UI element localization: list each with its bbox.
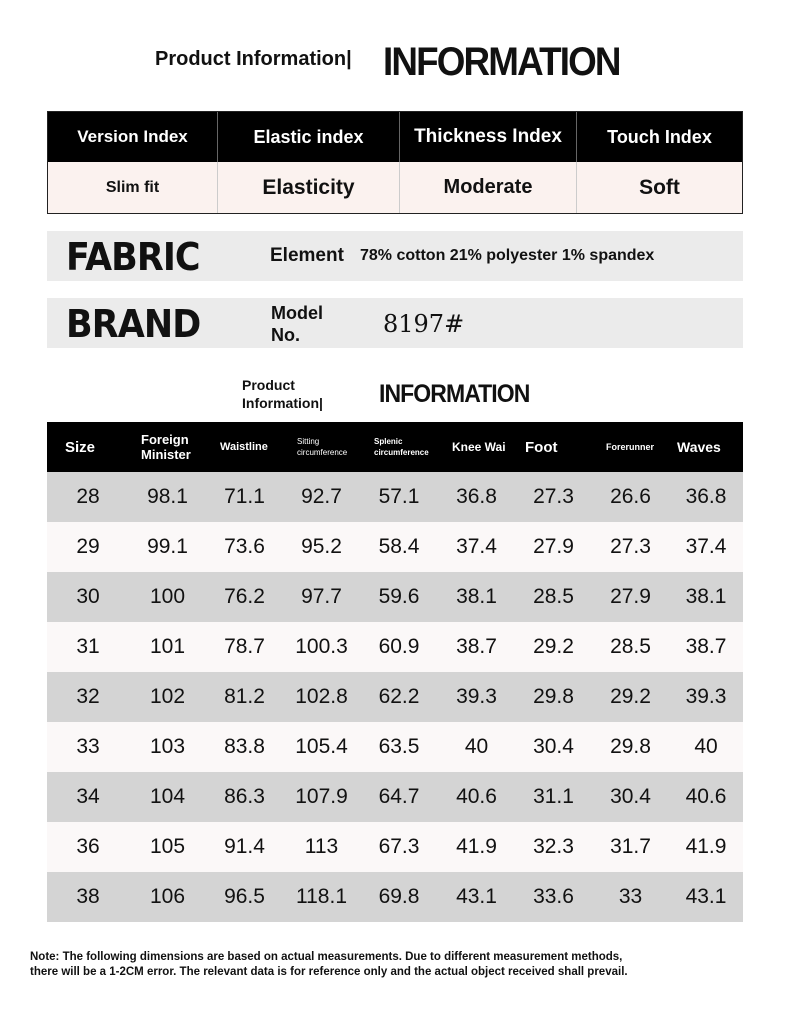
cell-forerunner: 31.7 <box>610 835 651 858</box>
index-table-values <box>48 162 742 213</box>
footnote-line2: there will be a 1-2CM error. The relevant data is for reference only and the actual object received shall prevail. <box>30 966 628 978</box>
cell-foreign-minister: 105 <box>149 835 186 858</box>
cell-foot: 32.3 <box>533 835 574 858</box>
header-version-index: Version Index <box>48 112 218 162</box>
cell-waves: 41.9 <box>685 835 727 858</box>
title-small: Product Information| <box>155 48 352 70</box>
cell-splenic: 58.4 <box>378 535 420 558</box>
cell-size: 36 <box>76 835 100 858</box>
cell-forerunner: 30.4 <box>610 785 651 808</box>
size-table-header <box>47 422 743 472</box>
cell-waistline: 73.6 <box>224 535 265 558</box>
fabric-word: FABRIC <box>66 235 200 279</box>
cell-waves: 38.1 <box>685 585 727 608</box>
cell-sitting: 105.4 <box>295 735 348 758</box>
cell-splenic: 67.3 <box>378 835 420 858</box>
cell-splenic: 69.8 <box>378 885 420 908</box>
cell-forerunner: 26.6 <box>610 485 651 508</box>
fabric-value: 78% cotton 21% polyester 1% spandex <box>360 247 655 264</box>
cell-waistline: 81.2 <box>224 685 265 708</box>
cell-waves: 40 <box>694 735 718 758</box>
header-foreign-minister <box>129 422 206 472</box>
header-foot: Foot <box>525 438 558 456</box>
cell-waistline: 76.2 <box>224 585 265 608</box>
cell-foreign-minister: 100 <box>149 585 186 608</box>
cell-sitting: 100.3 <box>295 635 348 658</box>
cell-waves: 37.4 <box>685 535 727 558</box>
cell-waistline: 91.4 <box>224 835 265 858</box>
cell-splenic: 62.2 <box>378 685 420 708</box>
cell-splenic: 59.6 <box>378 585 420 608</box>
cell-size: 33 <box>76 735 100 758</box>
cell-foot: 28.5 <box>533 585 574 608</box>
cell-foreign-minister: 106 <box>149 885 186 908</box>
cell-foot: 27.3 <box>533 485 574 508</box>
header-waves: Waves <box>677 438 721 455</box>
table-row <box>47 472 743 522</box>
value-elastic-index: Elasticity <box>218 162 400 213</box>
cell-splenic: 63.5 <box>378 735 420 758</box>
cell-waves: 40.6 <box>685 785 727 808</box>
cell-size: 34 <box>76 785 100 808</box>
cell-sitting: 102.8 <box>295 685 348 708</box>
brand-band <box>47 298 743 348</box>
cell-waves: 38.7 <box>685 635 727 658</box>
fabric-label: Element <box>270 245 344 266</box>
model-value: 8197# <box>383 310 465 338</box>
cell-foreign-minister: 101 <box>149 635 186 658</box>
cell-foreign-minister: 104 <box>149 785 186 808</box>
cell-foot: 29.2 <box>533 635 574 658</box>
cell-forerunner: 33 <box>618 885 643 908</box>
table-row <box>47 722 743 772</box>
header-sitting-line2: circumference <box>297 448 348 457</box>
table-row <box>47 822 743 872</box>
cell-sitting: 118.1 <box>296 885 347 908</box>
header-knee: Knee Wai <box>452 439 506 454</box>
header-splenic-line1: Splenic <box>374 437 403 446</box>
cell-splenic: 64.7 <box>378 785 420 808</box>
cell-splenic: 60.9 <box>378 635 420 658</box>
cell-knee: 39.3 <box>456 685 497 708</box>
cell-foot: 27.9 <box>533 535 574 558</box>
cell-knee: 43.1 <box>456 885 497 908</box>
cell-splenic: 57.1 <box>378 485 420 508</box>
cell-size: 29 <box>76 535 100 558</box>
cell-size: 32 <box>76 685 100 708</box>
table-row <box>47 572 743 622</box>
header-sitting-circumference <box>283 422 360 472</box>
cell-foreign-minister: 99.1 <box>147 535 188 558</box>
cell-sitting: 95.2 <box>301 535 342 558</box>
brand-word: BRAND <box>66 302 201 346</box>
cell-forerunner: 29.8 <box>610 735 651 758</box>
cell-knee: 37.4 <box>456 535 497 558</box>
cell-forerunner: 27.3 <box>610 535 651 558</box>
cell-knee: 38.7 <box>456 635 497 658</box>
cell-sitting: 97.7 <box>301 585 342 608</box>
cell-waistline: 71.1 <box>224 485 265 508</box>
section-title-small <box>242 376 323 412</box>
footnote <box>30 950 770 980</box>
cell-forerunner: 29.2 <box>610 685 651 708</box>
value-touch-index: Soft <box>639 175 680 199</box>
model-label-line1: Model <box>271 303 323 323</box>
model-label <box>271 302 323 346</box>
cell-waistline: 83.8 <box>224 735 265 758</box>
cell-size: 30 <box>76 585 100 608</box>
header-splenic-circumference <box>360 422 438 472</box>
header-sitting-line1: Sitting <box>297 437 320 446</box>
value-version-index: Slim fit <box>48 162 218 213</box>
header-splenic-line2: circumference <box>374 448 429 457</box>
cell-foot: 33.6 <box>533 885 574 908</box>
page-title <box>0 40 790 90</box>
cell-foreign-minister: 98.1 <box>147 485 188 508</box>
cell-foot: 29.8 <box>533 685 574 708</box>
cell-foot: 30.4 <box>533 735 574 758</box>
cell-knee: 40.6 <box>456 785 497 808</box>
table-row <box>47 772 743 822</box>
cell-waves: 36.8 <box>685 485 727 508</box>
header-foreign-line2: Minister <box>141 447 191 462</box>
index-table-header <box>48 112 742 162</box>
cell-foot: 31.1 <box>533 785 574 808</box>
title-big: INFORMATION <box>383 40 620 84</box>
table-row <box>47 622 743 672</box>
footnote-line1: Note: The following dimensions are based on actual measurements. Due to different measurement methods, <box>30 951 623 963</box>
cell-size: 28 <box>76 485 100 508</box>
table-row <box>47 672 743 722</box>
size-table-body <box>47 472 743 922</box>
cell-forerunner: 28.5 <box>610 635 651 658</box>
cell-sitting: 113 <box>304 835 339 858</box>
cell-knee: 41.9 <box>456 835 497 858</box>
table-row <box>47 522 743 572</box>
header-waistline: Waistline <box>220 440 268 453</box>
cell-waves: 39.3 <box>685 685 727 708</box>
header-elastic-index: Elastic index <box>218 112 400 162</box>
fabric-band <box>47 231 743 281</box>
cell-foreign-minister: 102 <box>149 685 186 708</box>
model-label-line2: No. <box>271 325 300 345</box>
section-title-small-line2: Information| <box>242 395 323 411</box>
header-forerunner: Forerunner <box>606 441 655 452</box>
header-foreign-line1: Foreign <box>141 432 189 447</box>
cell-sitting: 92.7 <box>301 485 342 508</box>
header-thickness-index: Thickness Index <box>400 112 577 162</box>
value-thickness-index: Moderate <box>400 162 577 213</box>
cell-waistline: 96.5 <box>224 885 265 908</box>
cell-waistline: 78.7 <box>224 635 265 658</box>
section-title <box>0 376 790 416</box>
cell-foreign-minister: 103 <box>149 735 186 758</box>
cell-knee: 36.8 <box>456 485 497 508</box>
cell-waistline: 86.3 <box>224 785 265 808</box>
header-size: Size <box>65 438 96 456</box>
section-title-big: INFORMATION <box>379 380 530 408</box>
cell-waves: 43.1 <box>685 885 727 908</box>
size-table <box>47 422 743 922</box>
cell-size: 31 <box>76 635 100 658</box>
cell-knee: 40 <box>464 735 489 758</box>
cell-forerunner: 27.9 <box>610 585 651 608</box>
cell-size: 38 <box>76 885 100 908</box>
section-title-small-line1: Product <box>242 377 295 393</box>
cell-sitting: 107.9 <box>295 785 348 808</box>
header-touch-index: Touch Index <box>607 126 712 147</box>
table-row <box>47 872 743 922</box>
cell-knee: 38.1 <box>456 585 497 608</box>
index-table <box>47 111 743 214</box>
